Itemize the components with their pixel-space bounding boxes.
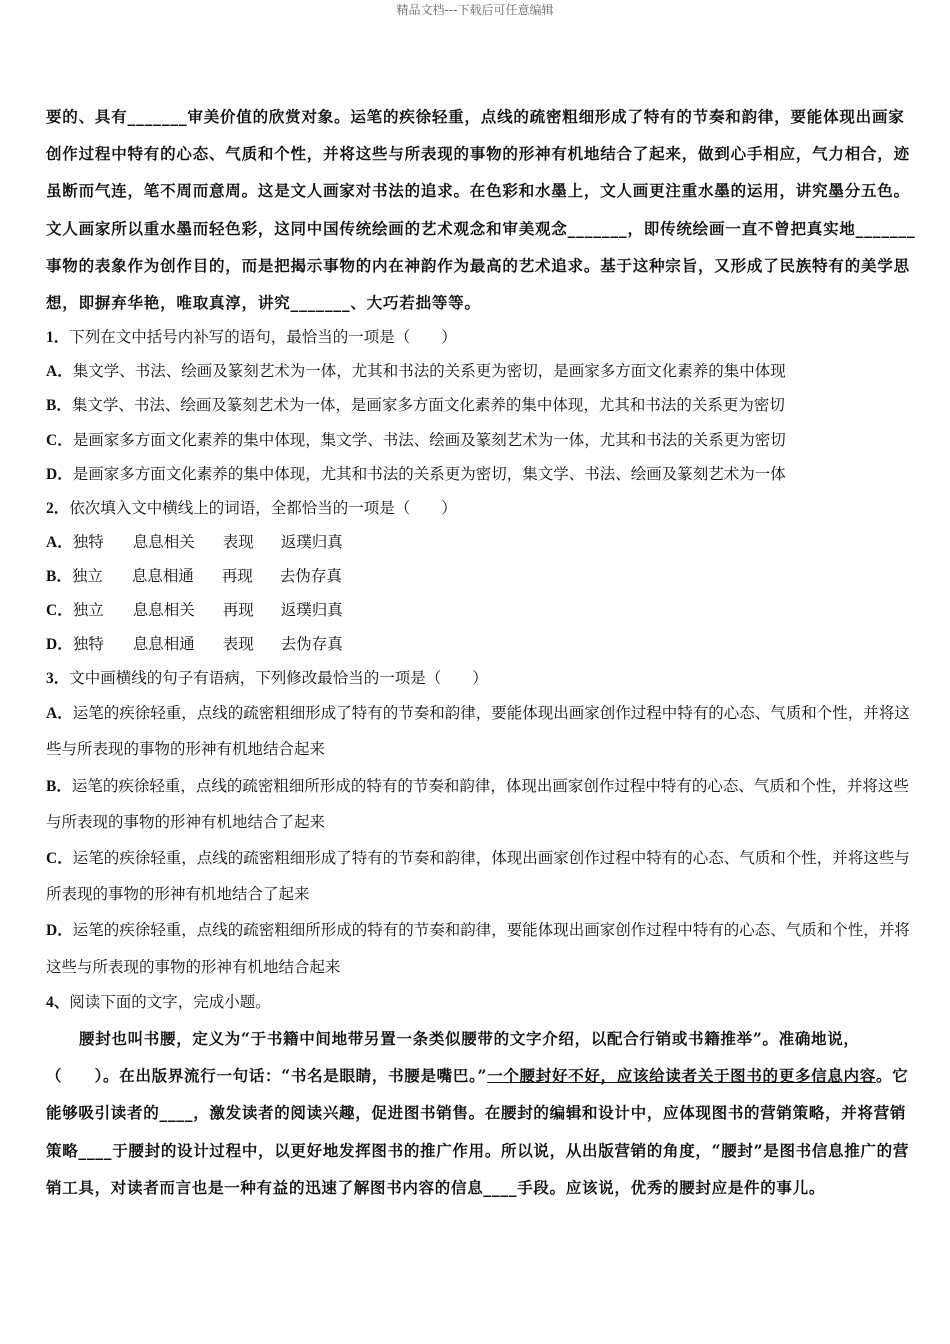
option-c: [46, 424, 916, 458]
option-word: 再现: [221, 567, 253, 585]
blank-1: ____: [159, 1103, 194, 1123]
option-word: 独立: [71, 567, 103, 585]
question-text: 阅读下面的文字，完成小题。: [69, 993, 271, 1011]
option-label: B．: [46, 567, 72, 585]
option-d: [46, 458, 916, 492]
passage-2-text: 于腰封的设计过程中，以更好地发挥图书的推广作用。所以说，从出版营销的角度，“腰封”是图书信息推广的营销工具，对读者而言也是一种有益的迅速了解图书内容的信息: [46, 1140, 910, 1197]
option-b: [46, 389, 916, 423]
question-number: 1．: [46, 329, 70, 347]
option-word: 再现: [222, 601, 254, 619]
question-number: 4、: [46, 993, 70, 1011]
option-label: D．: [46, 465, 73, 483]
question-stem: [46, 986, 916, 1020]
option-word: 表现: [222, 533, 254, 551]
option-text: 运笔的疾徐轻重，点线的疏密粗细所形成的特有的节奏和韵律，体现出画家创作过程中特有的心态、气质和个性，并将这些与所表现的事物的形神有机地结合了起来: [46, 777, 909, 831]
passage-1: [46, 98, 916, 321]
option-label: C．: [46, 850, 73, 868]
option-word: 返璞归真: [280, 533, 343, 551]
option-c: [46, 841, 916, 913]
option-word: 息息相关: [132, 601, 195, 619]
question-stem: [46, 492, 916, 526]
option-word: 独特: [72, 533, 104, 551]
option-a: [46, 696, 916, 768]
blank-4: _______: [290, 293, 351, 313]
passage-1-text: ，即传统绘画一直不曾把真实地: [627, 218, 856, 238]
option-label: D．: [46, 922, 73, 940]
question-3: [46, 662, 916, 986]
passage-2-text: 。它能够吸引读者的: [46, 1066, 909, 1123]
document-body: [46, 98, 916, 1206]
option-text: 运笔的疾徐轻重，点线的疏密粗细形成了特有的节奏和韵律，体现出画家创作过程中特有的心态、气质和个性，并将这些与所表现的事物的形神有机地结合了起来: [46, 850, 910, 904]
question-number: 3．: [46, 670, 70, 688]
question-stem: [46, 321, 916, 355]
blank-2: _______: [567, 218, 628, 238]
option-label: C．: [46, 601, 73, 619]
option-word: 表现: [222, 636, 254, 654]
passage-2-text: 手段。应该说，优秀的腰封应是件的事儿。: [517, 1177, 826, 1197]
option-label: D．: [46, 636, 73, 654]
option-text: 是画家多方面文化素养的集中体现，尤其和书法的关系更为密切，集文学、书法、绘画及篆刻艺术为一体: [72, 465, 786, 483]
option-label: A．: [46, 533, 73, 551]
question-number: 2．: [46, 499, 70, 517]
blank-3: _______: [855, 218, 916, 238]
question-text: 下列在文中括号内补写的语句，最恰当的一项是（ ）: [69, 329, 457, 347]
option-word: 去伪存真: [279, 567, 342, 585]
option-word: 息息相通: [131, 567, 194, 585]
option-label: A．: [46, 705, 73, 723]
option-word: 独特: [72, 636, 104, 654]
passage-1-text: 、大巧若拙等等。: [350, 293, 481, 313]
option-label: B．: [46, 777, 72, 795]
question-1: [46, 321, 916, 491]
question-4: [46, 986, 916, 1020]
option-c: [46, 594, 916, 628]
question-stem: [46, 662, 916, 696]
page-header: 精品文档---下载后可任意编辑: [396, 3, 554, 17]
option-word: 返璞归真: [280, 601, 343, 619]
option-word: 去伪存真: [280, 636, 343, 654]
passage-1-text: 审美价值的欣赏对象。运笔的疾徐轻重，点线的疏密粗细形成了特有的节奏和韵律，要能体现出画家创作过程中特有的心态、气质和个性，并将这些与所表现的事物的形神有机地结合了起来，做到心手相应，气力相合，迹虽断而气连，笔不周而意周。这是文人画家对书法的追求。在色彩和水墨上，文人画更注重水墨的运用，讲究墨分五色。文人画家所以重水墨而轻色彩，这同中国传统绘画的艺术观念和审美观念: [46, 107, 910, 238]
option-label: C．: [46, 431, 73, 449]
passage-1-text: 要的、具有: [46, 107, 128, 126]
option-text: 集文学、书法、绘画及篆刻艺术为一体，是画家多方面文化素养的集中体现，尤其和书法的关系更为密切: [71, 397, 785, 415]
option-b: [46, 769, 916, 841]
blank-3: ____: [483, 1177, 518, 1197]
blank-2: ____: [78, 1140, 113, 1160]
option-text: 运笔的疾徐轻重，点线的疏密粗细所形成的特有的节奏和韵律，要能体现出画家创作过程中特有的心态、气质和个性，并将这些与所表现的事物的形神有机地结合起来: [46, 922, 910, 976]
passage-2-text: ，激发读者的阅读兴趣，促进图书销售。在腰封的编辑和设计中，应体现图书的营销策略，并将营销策略: [46, 1103, 907, 1160]
option-word: 息息相关: [132, 533, 195, 551]
option-a: [46, 526, 916, 560]
option-text: 运笔的疾徐轻重，点线的疏密粗细形成了特有的节奏和韵律，要能体现出画家创作过程中特有的心态、气质和个性，并将这些与所表现的事物的形神有机地结合起来: [46, 705, 910, 759]
option-a: [46, 355, 916, 389]
passage-2: [46, 1020, 916, 1206]
blank-1: _______: [127, 107, 188, 126]
option-label: B．: [46, 397, 72, 415]
option-word: 独立: [72, 601, 104, 619]
option-text: 是画家多方面文化素养的集中体现，集文学、书法、绘画及篆刻艺术为一体，尤其和书法的关系更为密切: [72, 431, 786, 449]
option-b: [46, 560, 916, 594]
passage-1-text: 事物的表象作为创作目的，而是把揭示事物的内在神韵作为最高的艺术追求。基于这种宗旨，又形成了民族特有的美学思想，即摒弃华艳，唯取真淳，讲究: [46, 255, 910, 313]
option-d: [46, 913, 916, 985]
question-2: [46, 492, 916, 662]
option-d: [46, 628, 916, 662]
option-text: 集文学、书法、绘画及篆刻艺术为一体，尤其和书法的关系更为密切，是画家多方面文化素养的集中体现: [72, 363, 786, 381]
question-text: 文中画横线的句子有语病，下列修改最恰当的一项是（ ）: [69, 670, 488, 688]
question-text: 依次填入文中横线上的词语，全都恰当的一项是（ ）: [69, 499, 457, 517]
option-word: 息息相通: [132, 636, 195, 654]
option-label: A．: [46, 363, 73, 381]
passage-2-text: 腰封也叫书腰，定义为“于书籍中间地带另置一条类似腰带的文字介绍，以配合行销或书籍推举”。准确地说，（ ）。在出版界流行一句话：“书名是眼睛，书腰是嘴巴。”: [46, 1028, 860, 1086]
underlined-sentence: 一个腰封好不好，应该给读者关于图书的更多信息内容: [487, 1066, 876, 1086]
